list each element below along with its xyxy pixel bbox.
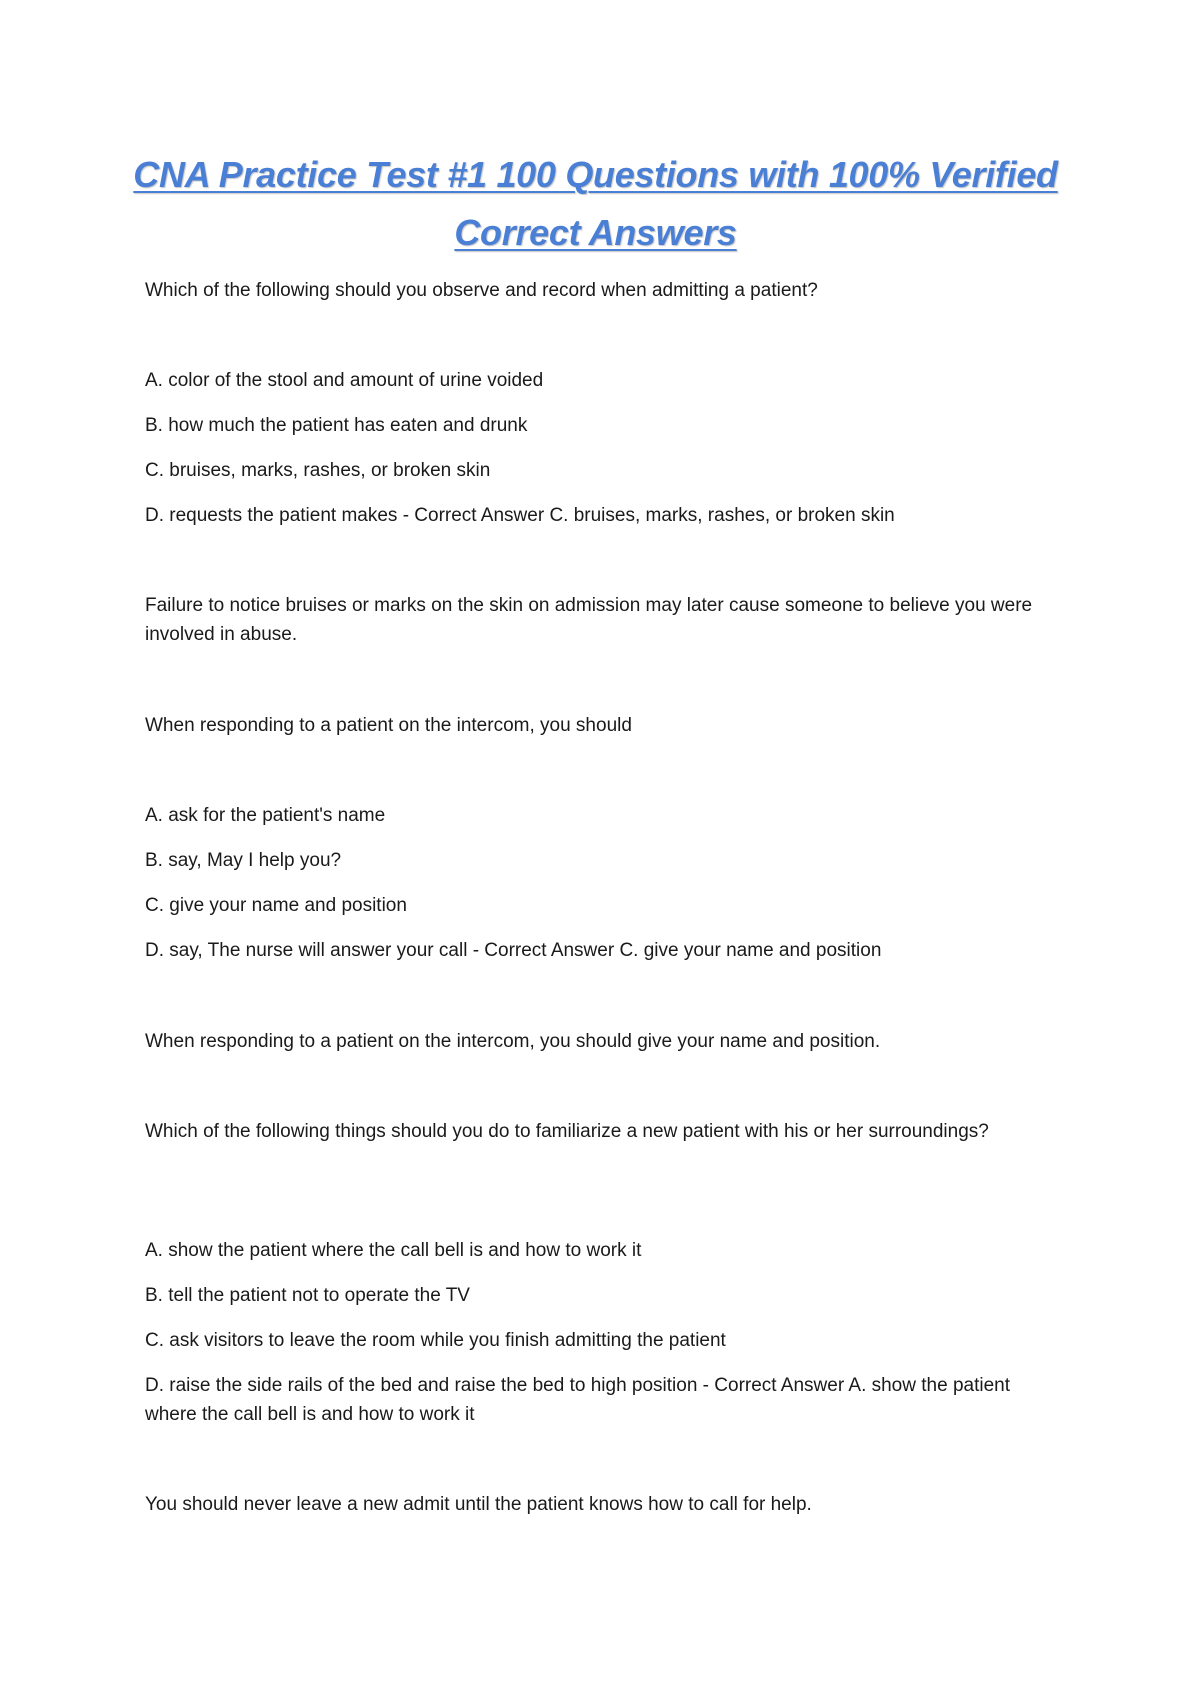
question-3-text: Which of the following things should you do to familiarize a new patient with his or her surroundings? — [145, 1121, 989, 1142]
question-2-explanation: When responding to a patient on the intercom, you should give your name and position. — [145, 1031, 881, 1052]
document-title: CNA Practice Test #1 100 Questions with 100% Verified Correct Answers — [133, 154, 1058, 253]
question-3-option-c: C. ask visitors to leave the room while you finish admitting the patient — [145, 1330, 726, 1351]
question-3-explanation: You should never leave a new admit until the patient knows how to call for help. — [145, 1494, 812, 1515]
question-3-option-d: D. raise the side rails of the bed and raise the bed to high position - Correct Answer A. show the patient where the call bell is and how to work it — [145, 1375, 1010, 1425]
question-2-text: When responding to a patient on the intercom, you should — [145, 715, 632, 736]
question-2-option-b: B. say, May I help you? — [145, 850, 342, 871]
question-1-option-c: C. bruises, marks, rashes, or broken skin — [145, 460, 491, 481]
question-3-option-a: A. show the patient where the call bell is and how to work it — [145, 1240, 642, 1261]
question-1-option-d: D. requests the patient makes - Correct Answer C. bruises, marks, rashes, or broken skin — [145, 505, 895, 526]
question-1-option-a: A. color of the stool and amount of urine voided — [145, 370, 544, 391]
question-1-text: Which of the following should you observe and record when admitting a patient? — [145, 280, 818, 301]
question-1-option-b: B. how much the patient has eaten and drunk — [145, 415, 528, 436]
question-1-explanation: Failure to notice bruises or marks on the skin on admission may later cause someone to believe you were involved in abuse. — [145, 595, 1033, 645]
question-2-option-d: D. say, The nurse will answer your call - Correct Answer C. give your name and position — [145, 940, 882, 961]
question-2-option-a: A. ask for the patient's name — [145, 805, 386, 826]
question-3-option-b: B. tell the patient not to operate the TV — [145, 1285, 470, 1306]
question-2-option-c: C. give your name and position — [145, 895, 407, 916]
